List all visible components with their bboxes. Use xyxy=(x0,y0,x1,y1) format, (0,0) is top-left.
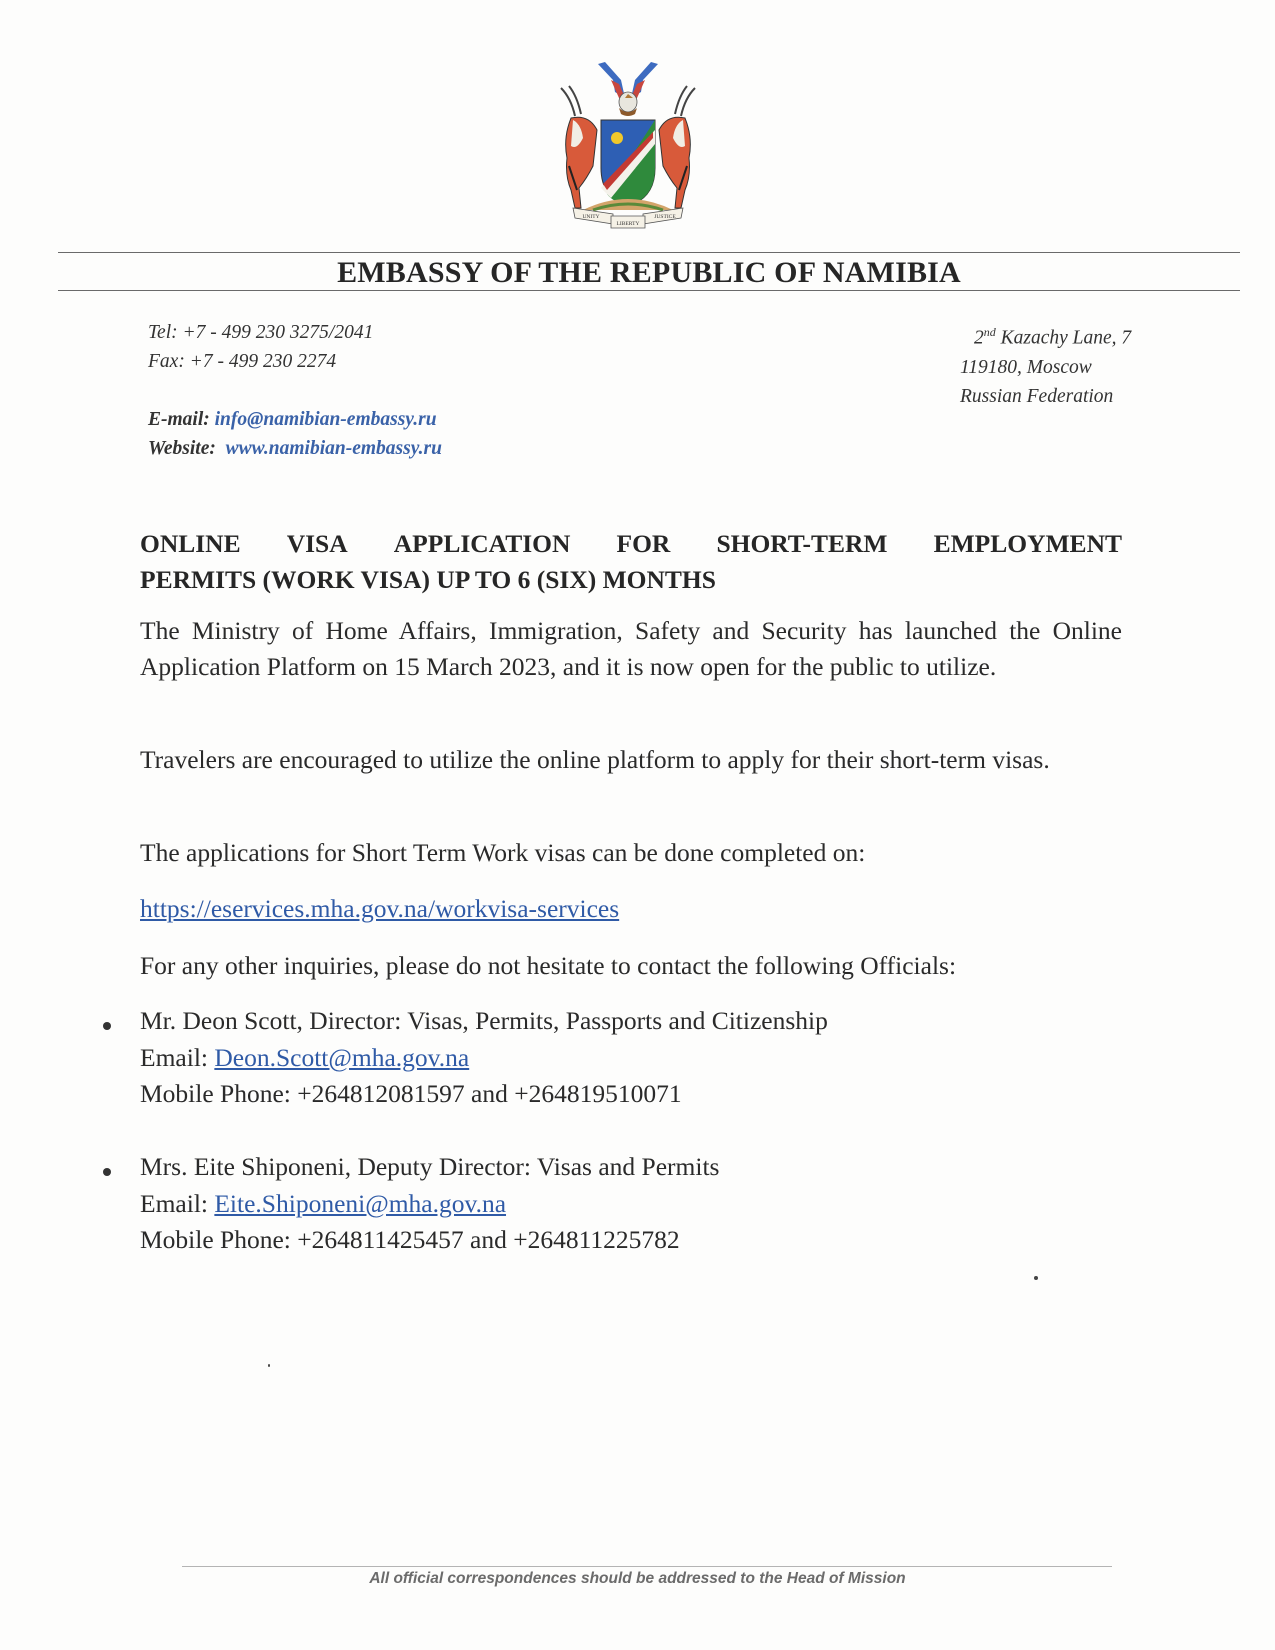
official-entry xyxy=(140,1003,828,1113)
bullet-icon xyxy=(103,1022,111,1030)
header-rule-top xyxy=(58,252,1240,253)
website-line xyxy=(148,434,442,463)
official-phone: Mobile Phone: +264812081597 and +264819510071 xyxy=(140,1079,682,1108)
official-email-label: Email: xyxy=(140,1188,215,1218)
workvisa-services-link[interactable]: https://eservices.mha.gov.na/workvisa-services xyxy=(140,894,620,923)
fax-line: Fax: +7 - 499 230 2274 xyxy=(148,351,337,372)
address-city: 119180, Moscow xyxy=(960,356,1092,378)
paragraph-applications: The applications for Short Term Work visas can be done completed on: xyxy=(140,838,866,867)
official-entry xyxy=(140,1149,719,1259)
official-email-label: Email: xyxy=(140,1042,215,1072)
address-street: Kazachy Lane, 7 xyxy=(995,327,1132,349)
official-email-link[interactable]: Eite.Shiponeni@mha.gov.na xyxy=(214,1188,507,1218)
address-country: Russian Federation xyxy=(960,385,1114,407)
online-contact-block xyxy=(148,405,442,463)
contact-phone-block xyxy=(148,318,373,376)
motto-justice: JUSTICE xyxy=(654,214,676,220)
embassy-title: EMBASSY OF THE REPUBLIC OF NAMIBIA xyxy=(337,256,961,289)
footer-note: All official correspondences should be addressed to the Head of Mission xyxy=(369,1570,906,1587)
motto-liberty: LIBERTY xyxy=(616,221,640,227)
official-email-line xyxy=(140,1040,828,1077)
heading-word: VISA xyxy=(286,529,348,558)
paragraph-launch: The Ministry of Home Affairs, Immigration, Safety and Security has launched the Online Application Platform on 15 March 2023, and it is now open for the public to utilize. xyxy=(140,616,1122,681)
heading-line-2: PERMITS (WORK VISA) UP TO 6 (SIX) MONTHS xyxy=(140,565,716,594)
namibia-coat-of-arms-icon xyxy=(553,58,703,234)
official-name: Mr. Deon Scott, Director: Visas, Permits, Passports and Citizenship xyxy=(140,1006,828,1035)
tel-line: Tel: +7 - 499 230 3275/2041 xyxy=(148,322,374,343)
heading-word: FOR xyxy=(616,529,671,558)
motto-unity: UNITY xyxy=(582,214,600,220)
website-label: Website: xyxy=(148,438,216,459)
paragraph-inquiries: For any other inquiries, please do not hesitate to contact the following Officials: xyxy=(140,951,957,980)
official-email-line xyxy=(140,1186,719,1223)
embassy-email-link[interactable]: info@namibian-embassy.ru xyxy=(214,409,437,430)
header-rule-bottom xyxy=(58,290,1240,291)
address-number: 2 xyxy=(974,327,984,349)
heading-word: ONLINE xyxy=(140,529,241,558)
scan-speck xyxy=(268,1364,270,1367)
footer-rule xyxy=(182,1566,1112,1567)
heading-word: SHORT-TERM xyxy=(716,529,888,558)
address-street-line xyxy=(960,318,1131,353)
paragraph-encourage: Travelers are encouraged to utilize the online platform to apply for their short-term visas. xyxy=(140,745,1050,774)
address-block xyxy=(960,318,1131,411)
scan-speck xyxy=(1034,1276,1038,1280)
email-label: E-mail: xyxy=(148,409,210,430)
email-line xyxy=(148,405,442,434)
heading-word: EMPLOYMENT xyxy=(933,529,1122,558)
official-phone: Mobile Phone: +264811425457 and +264811225782 xyxy=(140,1225,680,1254)
document-heading xyxy=(140,526,1122,598)
official-email-link[interactable]: Deon.Scott@mha.gov.na xyxy=(214,1042,470,1072)
address-suffix: nd xyxy=(983,325,996,339)
bullet-icon xyxy=(103,1168,111,1176)
heading-word: APPLICATION xyxy=(393,529,571,558)
application-link-line xyxy=(140,891,1122,927)
official-name: Mrs. Eite Shiponeni, Deputy Director: Visas and Permits xyxy=(140,1152,720,1181)
heading-line-1 xyxy=(140,526,1122,562)
embassy-website-link[interactable]: www.namibian-embassy.ru xyxy=(225,438,442,459)
